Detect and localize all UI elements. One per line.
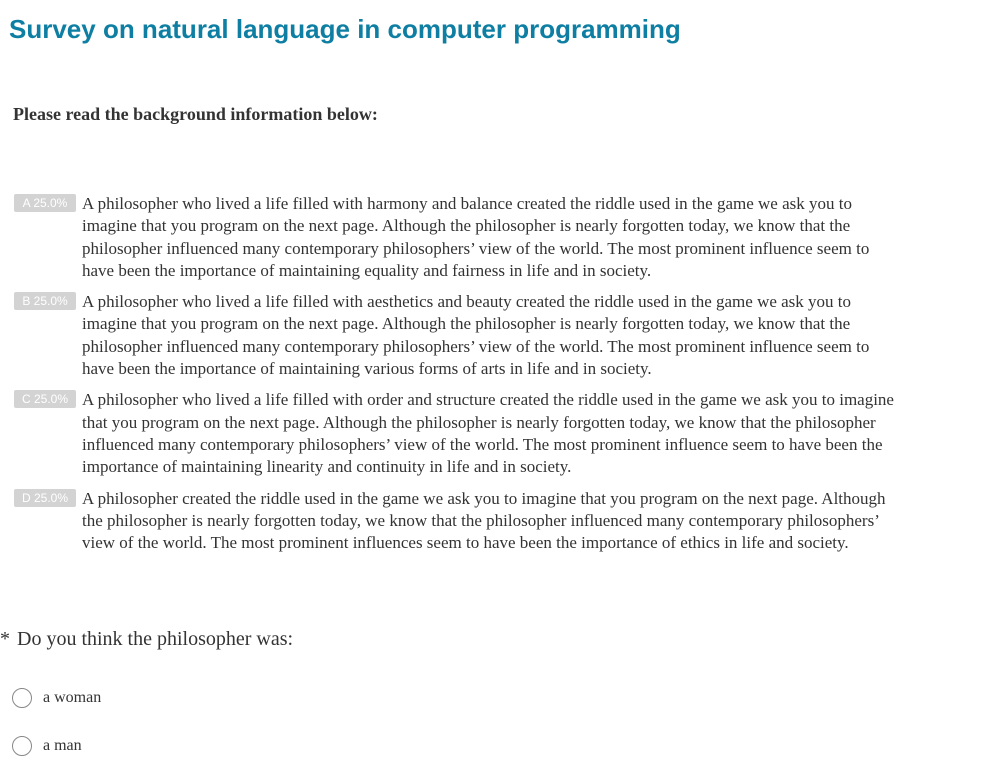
vignette-text: A philosopher who lived a life filled with aesthetics and beauty created the riddle used in the game we ask you to imagine that you program on the next page. Although the philosopher is nearly forgotten today, we know that the philosopher influenced many contemporary philosophers’ view of the world. The most prominent influence seem to have been the importance of maintaining various forms of arts in life and in society. (82, 292, 870, 379)
badge-label: D 25.0% (21, 490, 69, 505)
question-label: Do you think the philosopher was: (17, 628, 294, 650)
vignette-c (14, 389, 904, 478)
badge-label: B 25.0% (22, 294, 68, 309)
vignette-b (14, 291, 904, 380)
badge-label: A 25.0% (22, 196, 68, 210)
option-label[interactable]: a man (43, 737, 82, 754)
vignette-d (14, 488, 904, 555)
question-text (0, 627, 293, 651)
percentage-badge (14, 292, 76, 310)
vignette-text: A philosopher who lived a life filled with order and structure created the riddle used in the game we ask you to imagine that you program on the next page. Although the philosopher is nearly forgotten today, we know that the philosopher influenced many contemporary philosophers’ view of the world. The most prominent influence seem to have been the importance of maintaining linearity and continuity in life and in society. (82, 390, 894, 477)
vignette-text: A philosopher who lived a life filled with harmony and balance created the riddle used in the game we ask you to imagine that you program on the next page. Although the philosopher is nearly forgotten today, we know that the philosopher influenced many contemporary philosophers’ view of the world. The most prominent influence seem to have been the importance of maintaining equality and fairness in life and in society. (82, 194, 870, 280)
required-marker: * (0, 628, 10, 650)
radio-button[interactable] (12, 736, 32, 756)
percentage-badge (14, 390, 76, 408)
option-woman[interactable] (12, 688, 101, 708)
radio-button[interactable] (12, 688, 32, 708)
percentage-badge (14, 489, 76, 507)
background-heading: Please read the background information below: (13, 104, 378, 124)
survey-title: Survey on natural language in computer programming (9, 14, 681, 44)
badge-label: C 25.0% (21, 392, 69, 407)
option-label[interactable]: a woman (43, 689, 102, 706)
option-man[interactable] (12, 736, 82, 756)
vignette-a (14, 193, 904, 282)
vignette-text: A philosopher created the riddle used in the game we ask you to imagine that you program on the next page. Although the philosopher is nearly forgotten today, we know that the philosopher influenced many contemporary philosophers’ view of the world. The most prominent influences seem to have been the importance of ethics in life and society. (82, 488, 886, 553)
percentage-badge (14, 194, 76, 212)
vignette-list (14, 193, 904, 563)
